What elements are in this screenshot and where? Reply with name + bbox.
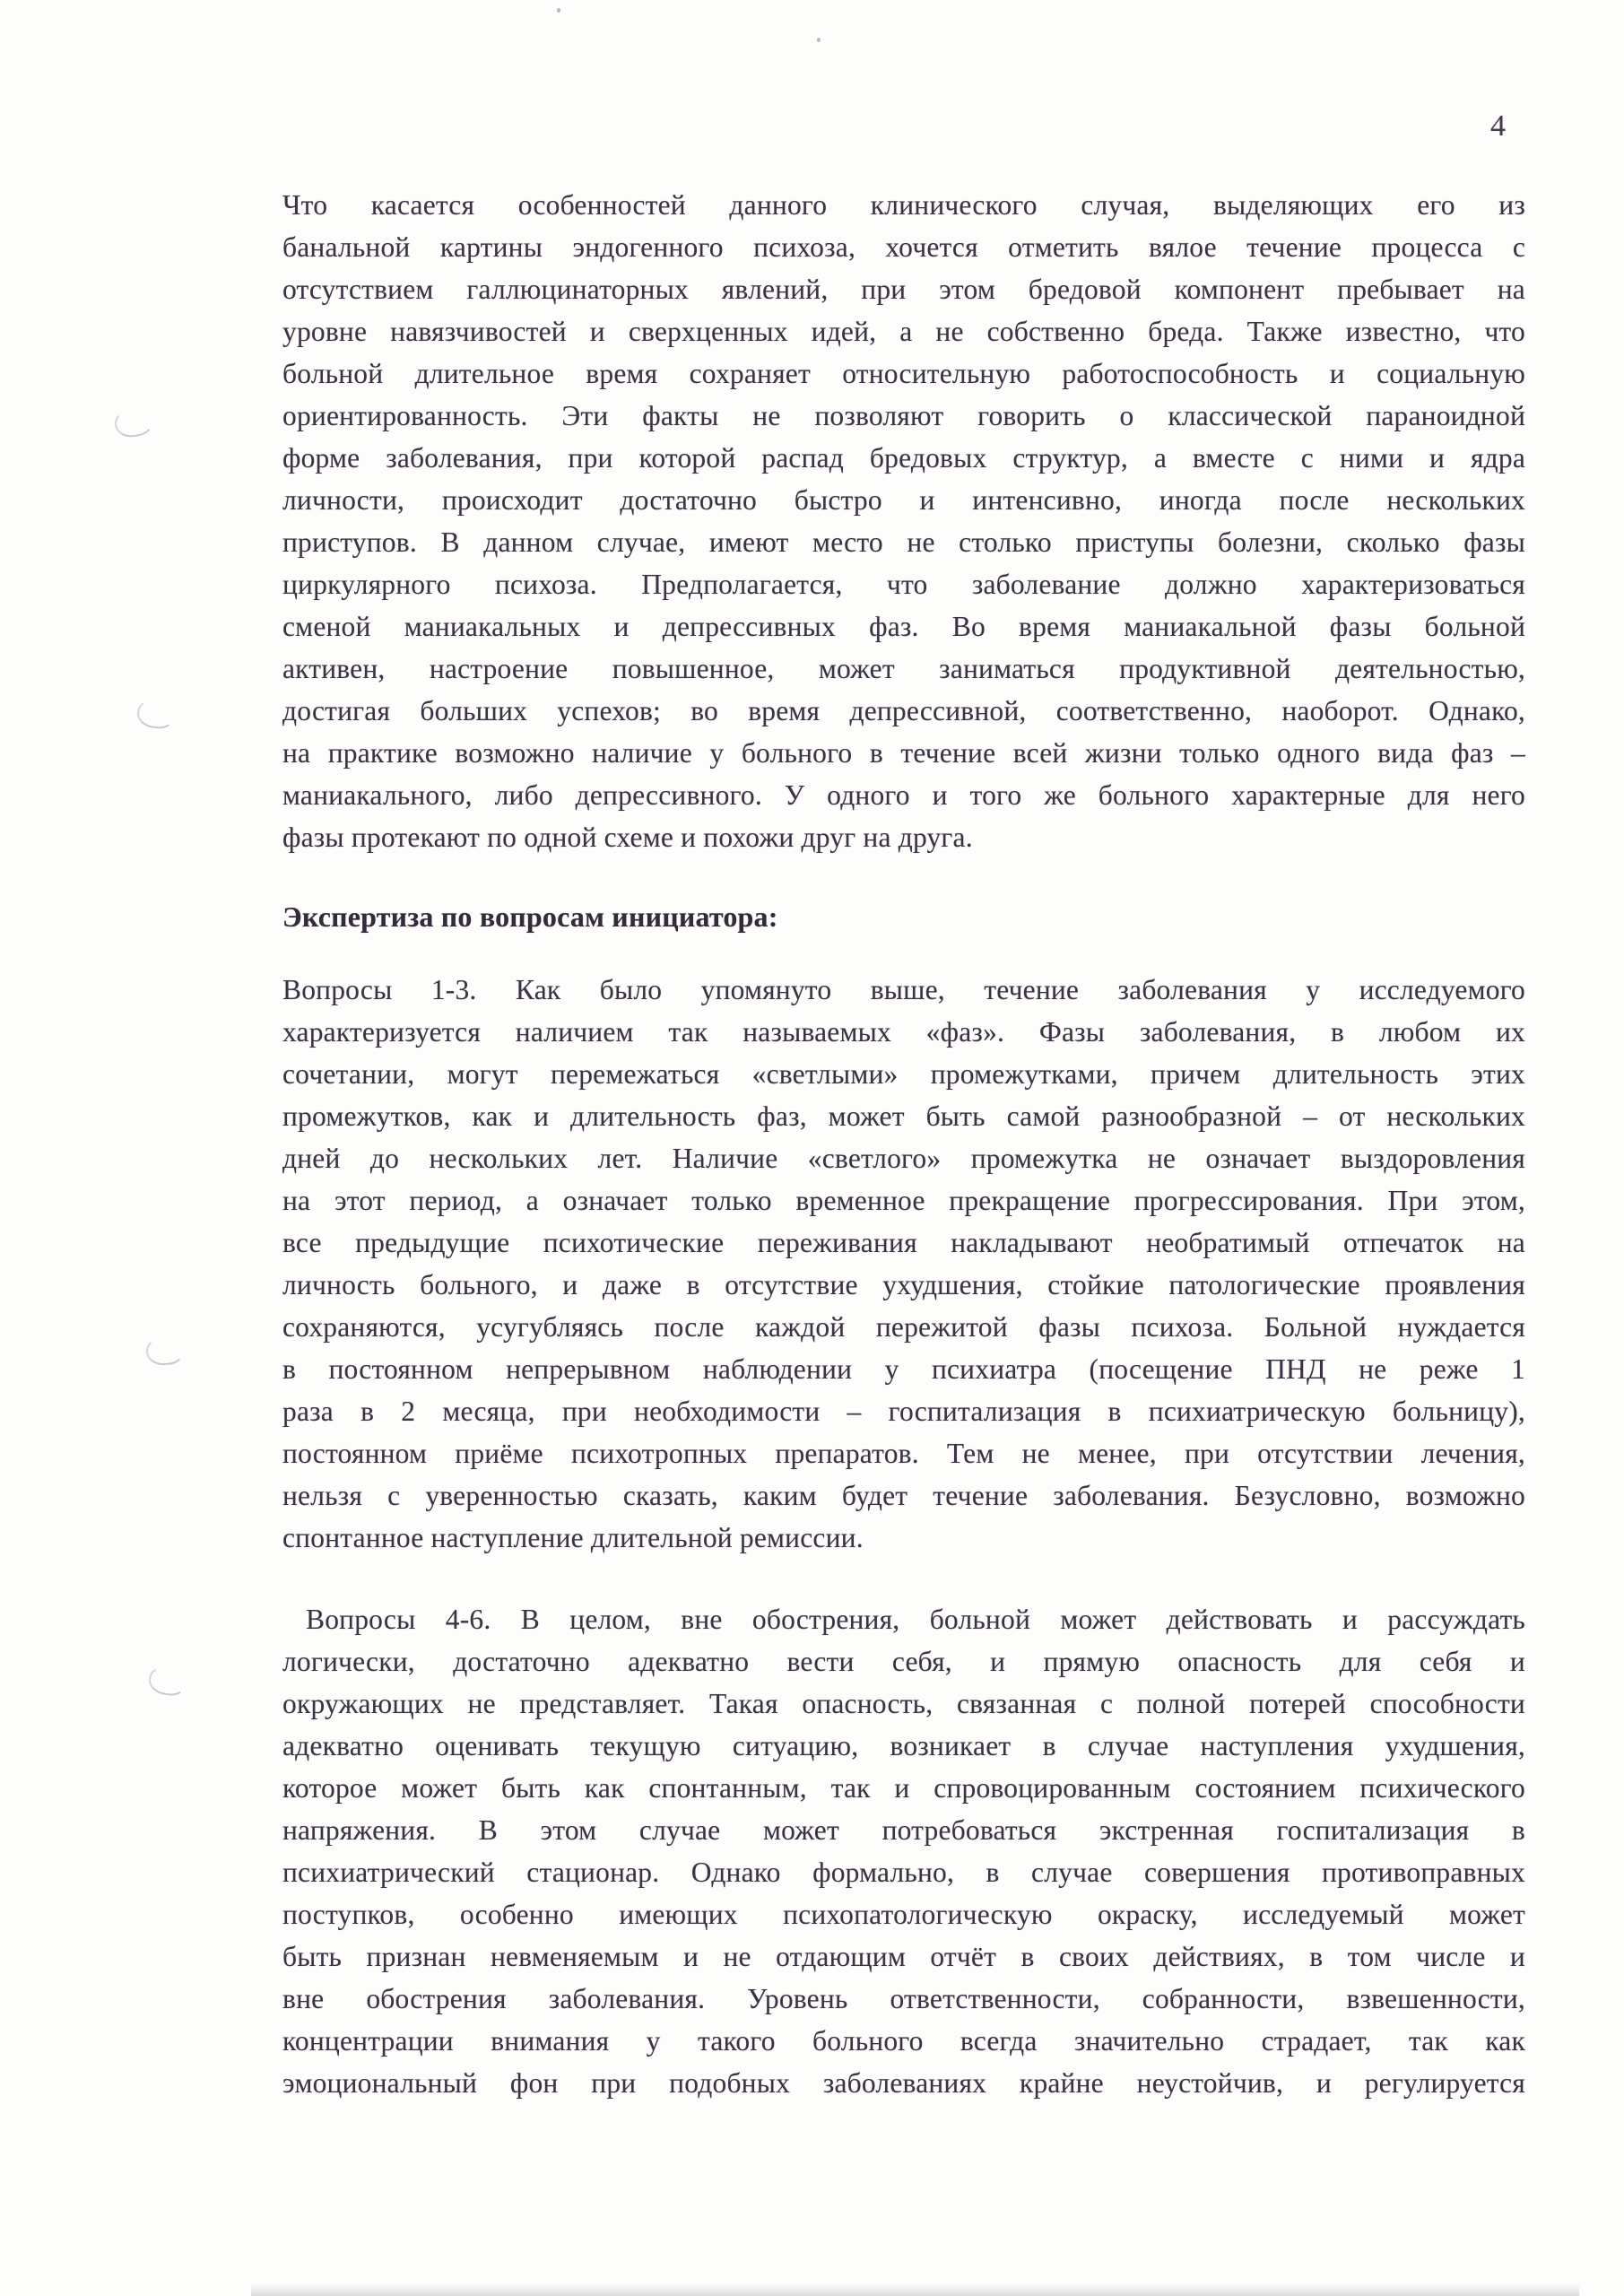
paragraph-questions-4-6: [282, 1598, 1525, 2104]
section-heading-expertiza: Экспертиза по вопросам инициатора:: [282, 900, 778, 933]
text-line: банальной картины эндогенного психоза, хочется отметить вялое течение процесса с: [282, 231, 1525, 263]
text-line: все предыдущие психотические переживания накладывают необратимый отпечаток на: [282, 1227, 1525, 1258]
text-line: личность больного, и даже в отсутствие ухудшения, стойкие патологические проявления: [282, 1269, 1525, 1300]
text-line: дней до нескольких лет. Наличие «светлого» промежутка не означает выздоровления: [282, 1143, 1525, 1174]
text-line: маниакального, либо депрессивного. У одного и того же больного характерные для него: [282, 779, 1525, 811]
text-line: раза в 2 месяца, при необходимости – госпитализация в психиатрическую больницу),: [282, 1396, 1525, 1427]
text-line: Что касается особенностей данного клинического случая, выделяющих его из: [282, 189, 1525, 221]
paragraph-clinical-features: [282, 184, 1525, 858]
text-line: концентрации внимания у такого больного всегда значительно страдает, так как: [282, 2025, 1525, 2057]
text-line: быть признан невменяемым и не отдающим отчёт в своих действиях, в том числе и: [282, 1941, 1525, 1972]
scan-speck: [557, 8, 560, 13]
text-line: на этот период, а означает только временное прекращение прогрессирования. При этом,: [282, 1185, 1525, 1216]
text-line: спонтанное наступление длительной ремиссии.: [282, 1522, 864, 1553]
text-line: адекватно оценивать текущую ситуацию, возникает в случае наступления ухудшения,: [282, 1730, 1525, 1761]
scan-speck: [817, 38, 821, 42]
page-number: 4: [1490, 109, 1506, 143]
text-line: поступков, особенно имеющих психопатологическую окраску, исследуемый может: [282, 1899, 1525, 1930]
scan-artifact: [135, 698, 176, 730]
scan-bottom-shadow: [251, 2283, 1579, 2296]
text-line: вне обострения заболевания. Уровень ответственности, собранности, взвешенности,: [282, 1983, 1525, 2014]
text-line: отсутствием галлюцинаторных явлений, при этом бредовой компонент пребывает на: [282, 274, 1525, 305]
text-line: на практике возможно наличие у больного в течение всей жизни только одного вида фаз –: [282, 737, 1525, 769]
text-line: постоянном приёме психотропных препаратов. Тем не менее, при отсутствии лечения,: [282, 1438, 1525, 1469]
text-line: фазы протекают по одной схеме и похожи друг на друга.: [282, 822, 973, 853]
text-line: характеризуется наличием так называемых «фаз». Фазы заболевания, в любом их: [282, 1016, 1525, 1048]
text-line: уровне навязчивостей и сверхценных идей, а не собственно бреда. Также известно, что: [282, 316, 1525, 347]
text-line: психиатрический стационар. Однако формально, в случае совершения противоправных: [282, 1857, 1525, 1888]
text-line: Вопросы 4-6. В целом, вне обострения, больной может действовать и рассуждать: [306, 1604, 1525, 1635]
scan-artifact: [113, 405, 155, 440]
text-line: логически, достаточно адекватно вести себя, и прямую опасность для себя и: [282, 1646, 1525, 1677]
text-line: достигая больших успехов; во время депрессивной, соответственно, наоборот. Однако,: [282, 695, 1525, 726]
text-line: активен, настроение повышенное, может заниматься продуктивной деятельностью,: [282, 653, 1525, 684]
scan-artifact: [145, 1335, 185, 1367]
text-line: Вопросы 1-3. Как было упомянуто выше, течение заболевания у исследуемого: [282, 974, 1525, 1005]
text-line: сохраняются, усугубляясь после каждой пережитой фазы психоза. Больной нуждается: [282, 1311, 1525, 1343]
text-line: личности, происходит достаточно быстро и интенсивно, иногда после нескольких: [282, 484, 1525, 516]
scan-artifact: [147, 1664, 188, 1698]
body-text-column: [282, 184, 1525, 2104]
text-line: окружающих не представляет. Такая опасность, связанная с полной потерей способности: [282, 1688, 1525, 1719]
text-line: форме заболевания, при которой распад бредовых структур, а вместе с ними и ядра: [282, 442, 1525, 474]
paragraph-questions-1-3: [282, 969, 1525, 1559]
text-line: напряжения. В этом случае может потребоваться экстренная госпитализация в: [282, 1814, 1525, 1846]
text-line: сочетании, могут перемежаться «светлыми» промежутками, причем длительность этих: [282, 1058, 1525, 1090]
text-line: нельзя с уверенностью сказать, каким будет течение заболевания. Безусловно, возможно: [282, 1480, 1525, 1511]
text-line: промежутков, как и длительность фаз, может быть самой разнообразной – от нескольких: [282, 1100, 1525, 1132]
text-line: которое может быть как спонтанным, так и спровоцированным состоянием психического: [282, 1772, 1525, 1804]
text-line: больной длительное время сохраняет относительную работоспособность и социальную: [282, 358, 1525, 389]
text-line: эмоциональный фон при подобных заболеваниях крайне неустойчив, и регулируется: [282, 2067, 1525, 2099]
text-line: сменой маниакальных и депрессивных фаз. Во время маниакальной фазы больной: [282, 611, 1525, 642]
text-line: в постоянном непрерывном наблюдении у психиатра (посещение ПНД не реже 1: [282, 1353, 1525, 1385]
text-line: циркулярного психоза. Предполагается, что заболевание должно характеризоваться: [282, 569, 1525, 600]
text-line: приступов. В данном случае, имеют место не столько приступы болезни, сколько фазы: [282, 526, 1525, 558]
text-line: ориентированность. Эти факты не позволяют говорить о классической параноидной: [282, 400, 1525, 431]
